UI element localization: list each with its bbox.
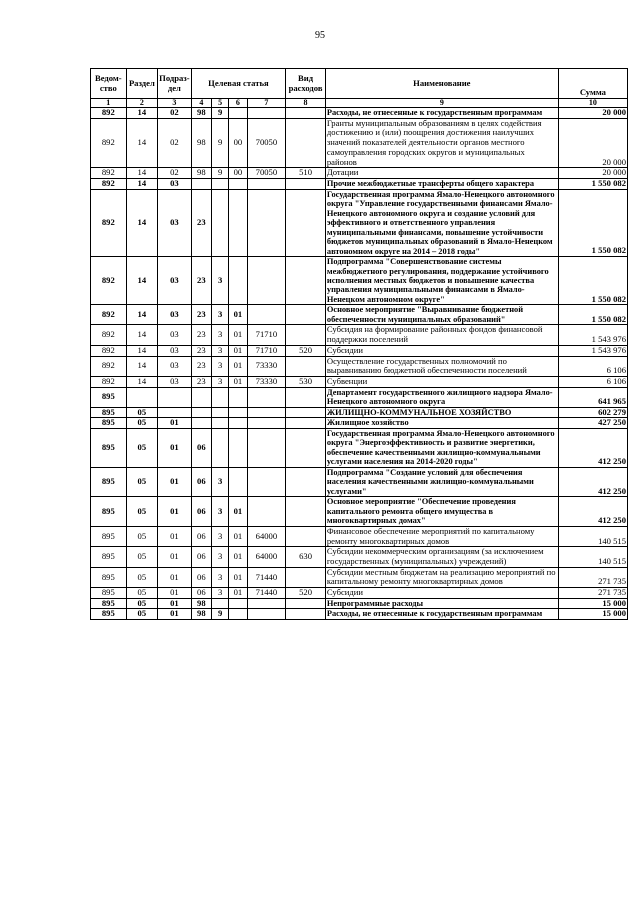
cell-vedomstvo: 895 [91,547,127,567]
cell-vid-raskhodov: 630 [286,547,326,567]
table-body [91,108,628,620]
table-row [91,567,628,587]
cell-target-activity: 01 [229,345,247,356]
cell-target-direction [247,598,286,609]
cell-sum: 140 515 [558,547,627,567]
cell-name: Субсидия на формирование районных фондов финансовой поддержки поселений [325,325,558,345]
cell-target-program: 23 [191,257,211,305]
cell-target-subprogram: 3 [211,567,228,587]
cell-vedomstvo: 892 [91,257,127,305]
cell-vid-raskhodov [286,305,326,325]
col-number: 6 [229,99,247,108]
cell-target-direction: 71710 [247,345,286,356]
cell-target-activity [229,387,247,407]
table-row [91,609,628,620]
cell-target-subprogram: 9 [211,118,228,168]
cell-podrazdel: 02 [158,118,192,168]
cell-name: Дотации [325,168,558,179]
cell-vedomstvo: 895 [91,467,127,496]
table-row [91,497,628,526]
cell-vid-raskhodov [286,387,326,407]
cell-name: ЖИЛИЩНО-КОММУНАЛЬНОЕ ХОЗЯЙСТВО [325,407,558,418]
cell-podrazdel: 02 [158,168,192,179]
table-row [91,108,628,119]
col-number: 3 [158,99,192,108]
cell-sum: 1 550 082 [558,305,627,325]
cell-name: Осуществление государственных полномочий по выравниванию бюджетной обеспеченности поселений [325,356,558,376]
cell-target-subprogram [211,189,228,256]
cell-target-direction [247,407,286,418]
cell-target-activity [229,108,247,119]
col-number: 7 [247,99,286,108]
cell-name: Жилищное хозяйство [325,418,558,429]
cell-name: Гранты муниципальным образованиям в целях содействия достижению и (или) поощрения достижения наилучших значений показателей деятельности органов местного самоуправления городских округов и муниципальных районов [325,118,558,168]
cell-target-direction [247,467,286,496]
cell-sum: 20 000 [558,168,627,179]
cell-vedomstvo: 892 [91,376,127,387]
cell-vedomstvo: 892 [91,345,127,356]
table-row [91,178,628,189]
cell-target-activity [229,407,247,418]
cell-target-subprogram: 3 [211,497,228,526]
cell-name: Субсидии [325,588,558,599]
cell-vid-raskhodov [286,178,326,189]
cell-target-activity [229,189,247,256]
cell-razdel: 05 [126,407,158,418]
cell-sum: 20 000 [558,108,627,119]
cell-podrazdel: 01 [158,547,192,567]
cell-target-activity: 00 [229,118,247,168]
cell-target-program [191,178,211,189]
cell-sum: 15 000 [558,609,627,620]
cell-vedomstvo: 892 [91,178,127,189]
cell-sum: 271 735 [558,588,627,599]
cell-podrazdel: 01 [158,467,192,496]
cell-target-subprogram: 3 [211,376,228,387]
cell-name: Департамент государственного жилищного надзора Ямало-Ненецкого автономного округа [325,387,558,407]
header-vid: Вид расходов [286,69,326,99]
cell-vedomstvo: 895 [91,588,127,599]
header-vedomstvo: Ведом- ство [91,69,127,99]
cell-razdel: 05 [126,497,158,526]
cell-razdel: 14 [126,305,158,325]
table-row [91,429,628,468]
cell-podrazdel: 01 [158,567,192,587]
cell-podrazdel: 03 [158,325,192,345]
table-row [91,467,628,496]
cell-razdel: 05 [126,526,158,546]
cell-target-program: 23 [191,325,211,345]
cell-target-activity: 01 [229,325,247,345]
cell-vid-raskhodov [286,598,326,609]
cell-target-activity [229,257,247,305]
cell-vid-raskhodov [286,108,326,119]
cell-razdel: 14 [126,325,158,345]
cell-target-subprogram [211,418,228,429]
cell-name: Субсидии некоммерческим организациям (за исключением государственных (муниципальных) учреждений) [325,547,558,567]
cell-target-activity: 01 [229,547,247,567]
cell-razdel: 05 [126,467,158,496]
table-row [91,168,628,179]
cell-vedomstvo: 892 [91,325,127,345]
cell-target-subprogram: 9 [211,609,228,620]
cell-vedomstvo: 895 [91,429,127,468]
cell-target-program: 06 [191,497,211,526]
cell-target-activity: 01 [229,356,247,376]
cell-vid-raskhodov [286,118,326,168]
cell-vedomstvo: 892 [91,168,127,179]
cell-target-program [191,387,211,407]
cell-target-activity: 01 [229,588,247,599]
cell-razdel: 05 [126,588,158,599]
table-row [91,189,628,256]
cell-target-direction [247,178,286,189]
cell-podrazdel: 03 [158,178,192,189]
cell-target-activity [229,598,247,609]
cell-vedomstvo: 892 [91,356,127,376]
cell-vid-raskhodov [286,526,326,546]
cell-target-subprogram: 3 [211,356,228,376]
cell-name: Финансовое обеспечение мероприятий по капитальному ремонту многоквартирных домов [325,526,558,546]
table-row [91,598,628,609]
cell-vid-raskhodov [286,257,326,305]
cell-vedomstvo: 895 [91,418,127,429]
cell-target-direction: 70050 [247,168,286,179]
cell-name: Субсидии местным бюджетам на реализацию мероприятий по капитальному ремонту многоквартирных домов [325,567,558,587]
cell-podrazdel: 01 [158,429,192,468]
cell-name: Подпрограмма "Создание условий для обеспечения населения качественными жилищно-коммунальными услугами" [325,467,558,496]
cell-razdel: 14 [126,345,158,356]
cell-target-direction [247,418,286,429]
cell-sum: 641 965 [558,387,627,407]
cell-target-direction: 64000 [247,547,286,567]
cell-target-direction [247,497,286,526]
cell-podrazdel [158,407,192,418]
col-number: 1 [91,99,127,108]
table-row [91,356,628,376]
cell-target-program [191,418,211,429]
cell-target-program: 23 [191,356,211,376]
cell-name: Основное мероприятие "Обеспечение проведения капитального ремонта общего имущества в многоквартирных домах" [325,497,558,526]
cell-target-program: 06 [191,588,211,599]
cell-target-subprogram [211,387,228,407]
cell-target-subprogram: 3 [211,588,228,599]
table-row [91,118,628,168]
cell-sum: 427 250 [558,418,627,429]
cell-razdel: 05 [126,598,158,609]
cell-target-program: 98 [191,609,211,620]
cell-podrazdel: 01 [158,588,192,599]
cell-vedomstvo: 892 [91,305,127,325]
cell-podrazdel: 01 [158,418,192,429]
cell-razdel: 14 [126,168,158,179]
cell-name: Субвенции [325,376,558,387]
cell-podrazdel: 01 [158,598,192,609]
cell-target-program: 06 [191,429,211,468]
table-row [91,257,628,305]
cell-target-direction: 73330 [247,376,286,387]
cell-podrazdel: 01 [158,497,192,526]
cell-target-subprogram: 3 [211,257,228,305]
cell-vid-raskhodov: 530 [286,376,326,387]
cell-vedomstvo: 895 [91,387,127,407]
cell-sum: 1 550 082 [558,178,627,189]
header-podrazdel: Подраз- дел [158,69,192,99]
table-row [91,588,628,599]
cell-vid-raskhodov [286,418,326,429]
cell-target-direction [247,189,286,256]
cell-target-program: 23 [191,345,211,356]
cell-target-subprogram: 9 [211,108,228,119]
cell-vid-raskhodov [286,567,326,587]
cell-target-direction: 73330 [247,356,286,376]
cell-target-direction: 71440 [247,588,286,599]
cell-podrazdel: 03 [158,376,192,387]
cell-target-subprogram [211,407,228,418]
cell-target-program: 98 [191,598,211,609]
cell-target-activity: 01 [229,497,247,526]
cell-razdel: 05 [126,567,158,587]
cell-target-subprogram: 3 [211,305,228,325]
cell-razdel: 05 [126,418,158,429]
header-sum: Сумма [558,69,627,99]
cell-target-subprogram: 3 [211,325,228,345]
budget-table [90,68,628,620]
cell-target-program: 98 [191,118,211,168]
cell-target-direction [247,305,286,325]
cell-target-program: 23 [191,376,211,387]
cell-razdel: 14 [126,189,158,256]
cell-target-direction: 71440 [247,567,286,587]
cell-vid-raskhodov [286,429,326,468]
cell-target-direction: 64000 [247,526,286,546]
cell-vid-raskhodov [286,189,326,256]
cell-target-program: 98 [191,168,211,179]
cell-target-direction [247,257,286,305]
cell-vid-raskhodov [286,356,326,376]
cell-target-program: 98 [191,108,211,119]
cell-target-program: 06 [191,547,211,567]
cell-vedomstvo: 892 [91,108,127,119]
header-target: Целевая статья [191,69,286,99]
cell-sum: 6 106 [558,376,627,387]
cell-target-direction: 71710 [247,325,286,345]
cell-vedomstvo: 895 [91,526,127,546]
cell-target-direction [247,387,286,407]
cell-target-activity: 01 [229,526,247,546]
table-row [91,305,628,325]
cell-name: Расходы, не отнесенные к государственным программам [325,108,558,119]
cell-sum: 6 106 [558,356,627,376]
cell-vid-raskhodov: 520 [286,345,326,356]
cell-target-activity [229,609,247,620]
table-header-row [91,69,628,99]
cell-target-subprogram: 3 [211,467,228,496]
cell-name: Субсидии [325,345,558,356]
cell-podrazdel: 03 [158,257,192,305]
cell-vid-raskhodov: 510 [286,168,326,179]
cell-target-program: 06 [191,526,211,546]
cell-name: Расходы, не отнесенные к государственным программам [325,609,558,620]
cell-vedomstvo: 895 [91,497,127,526]
cell-target-direction [247,609,286,620]
cell-podrazdel: 01 [158,526,192,546]
table-row [91,387,628,407]
cell-name: Государственная программа Ямало-Ненецкого автономного округа "Управление государственными финансами Ямало-Ненецкого автономного округа и создание условий для эффективного и ответственного управления муниципальными финансами, повышение устойчивости бюджетов муниципальных образований в Ямало-Ненецком автономном округе на 2014 – 2018 годы" [325,189,558,256]
col-number: 8 [286,99,326,108]
cell-sum: 271 735 [558,567,627,587]
cell-podrazdel: 02 [158,108,192,119]
cell-target-direction [247,108,286,119]
cell-vid-raskhodov [286,467,326,496]
cell-name: Непрограммные расходы [325,598,558,609]
col-number: 10 [558,99,627,108]
cell-vedomstvo: 895 [91,609,127,620]
header-razdel: Раздел [126,69,158,99]
cell-target-direction: 70050 [247,118,286,168]
col-number: 9 [325,99,558,108]
cell-razdel: 05 [126,429,158,468]
cell-vedomstvo: 895 [91,407,127,418]
column-number-row [91,99,628,108]
cell-vedomstvo: 892 [91,118,127,168]
cell-sum: 15 000 [558,598,627,609]
table-row [91,376,628,387]
cell-target-activity [229,467,247,496]
cell-target-activity [229,178,247,189]
cell-target-subprogram: 9 [211,168,228,179]
col-number: 5 [211,99,228,108]
table-row [91,325,628,345]
cell-vid-raskhodov: 520 [286,588,326,599]
cell-sum: 412 250 [558,467,627,496]
cell-target-subprogram [211,598,228,609]
cell-name: Прочие межбюджетные трансферты общего характера [325,178,558,189]
cell-vid-raskhodov [286,325,326,345]
cell-razdel: 14 [126,108,158,119]
col-number: 4 [191,99,211,108]
cell-target-program [191,407,211,418]
cell-vid-raskhodov [286,497,326,526]
cell-sum: 412 250 [558,429,627,468]
table-row [91,418,628,429]
cell-vedomstvo: 895 [91,567,127,587]
cell-vedomstvo: 895 [91,598,127,609]
cell-target-direction [247,429,286,468]
cell-vedomstvo: 892 [91,189,127,256]
page-number: 95 [315,30,325,41]
cell-podrazdel: 01 [158,609,192,620]
cell-sum: 20 000 [558,118,627,168]
cell-target-subprogram [211,429,228,468]
cell-target-activity: 01 [229,567,247,587]
cell-podrazdel: 03 [158,189,192,256]
cell-sum: 412 250 [558,497,627,526]
cell-target-program: 06 [191,567,211,587]
cell-razdel: 14 [126,118,158,168]
cell-sum: 602 279 [558,407,627,418]
cell-sum: 1 543 976 [558,345,627,356]
cell-podrazdel: 03 [158,356,192,376]
table-row [91,547,628,567]
cell-sum: 140 515 [558,526,627,546]
cell-podrazdel [158,387,192,407]
cell-razdel: 14 [126,376,158,387]
cell-target-subprogram: 3 [211,526,228,546]
cell-target-subprogram: 3 [211,547,228,567]
cell-vid-raskhodov [286,407,326,418]
cell-razdel: 05 [126,609,158,620]
cell-target-activity [229,429,247,468]
cell-name: Основное мероприятие "Выравнивание бюджетной обеспеченности муниципальных образований" [325,305,558,325]
cell-target-activity: 01 [229,376,247,387]
cell-target-activity: 01 [229,305,247,325]
cell-podrazdel: 03 [158,345,192,356]
cell-target-subprogram: 3 [211,345,228,356]
cell-name: Подпрограмма "Совершенствование системы межбюджетного регулирования, поддержание устойчивого исполнения местных бюджетов и повышение качества управления муниципальными финансами в Ямало-Ненецком автономном округе" [325,257,558,305]
cell-target-activity: 00 [229,168,247,179]
cell-vid-raskhodov [286,609,326,620]
cell-sum: 1 543 976 [558,325,627,345]
cell-podrazdel: 03 [158,305,192,325]
cell-target-subprogram [211,178,228,189]
table-row [91,345,628,356]
cell-name: Государственная программа Ямало-Ненецкого автономного округа "Энергоэффективность и развитие энергетики, обеспечение качественными жилищно-коммунальными услугами населения на 2014-2020 годы" [325,429,558,468]
cell-razdel [126,387,158,407]
col-number: 2 [126,99,158,108]
cell-sum: 1 550 082 [558,257,627,305]
cell-sum: 1 550 082 [558,189,627,256]
cell-target-program: 06 [191,467,211,496]
cell-razdel: 14 [126,178,158,189]
cell-razdel: 05 [126,547,158,567]
cell-razdel: 14 [126,257,158,305]
cell-target-activity [229,418,247,429]
header-name: Наименование [325,69,558,99]
table-row [91,407,628,418]
cell-razdel: 14 [126,356,158,376]
cell-target-program: 23 [191,305,211,325]
cell-target-program: 23 [191,189,211,256]
table-row [91,526,628,546]
